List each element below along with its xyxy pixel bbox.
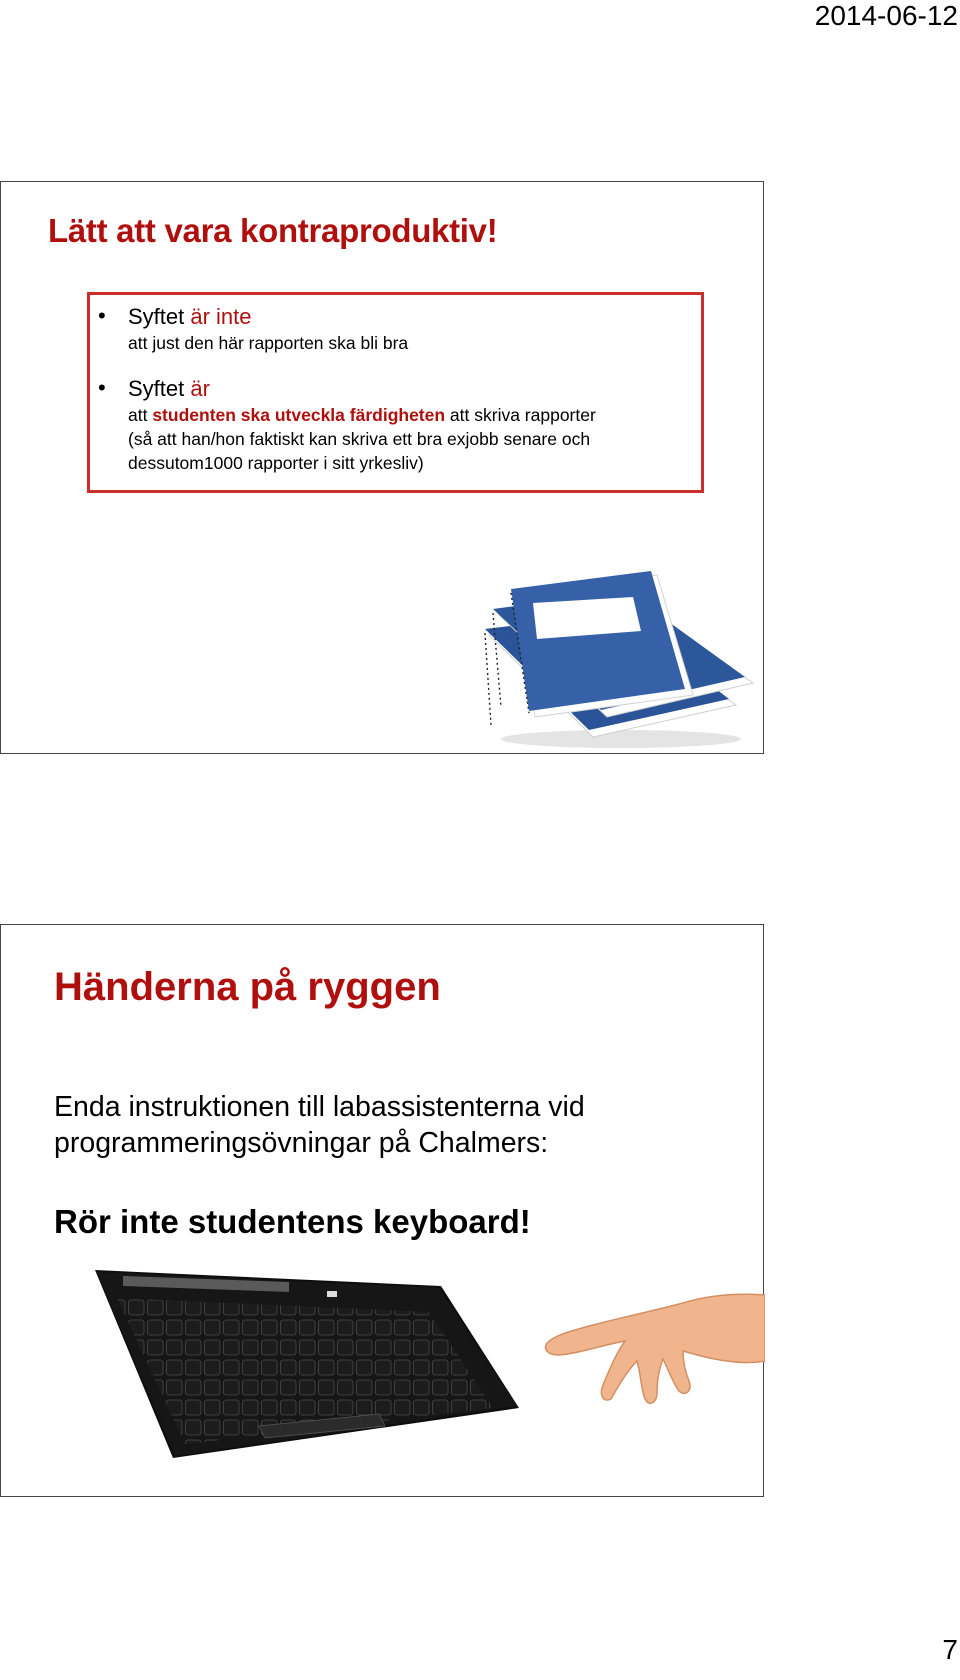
report-stack-image	[471, 567, 771, 752]
body-line-1: Enda instruktionen till labassistenterna vid	[54, 1091, 585, 1123]
bullet2-sub-line2: (så att han/hon faktiskt kan skriva ett bra exjobb senare och	[128, 429, 591, 449]
bullet1-sub: att just den här rapporten ska bli bra	[128, 333, 409, 353]
slide-2-title: Händerna på ryggen	[54, 965, 441, 1009]
bullet2-sub-rest: att skriva rapporter	[445, 405, 596, 425]
bullet-purpose-is	[90, 375, 596, 475]
bullet2-emphasis: är	[190, 376, 210, 401]
slide-2-body	[54, 1089, 585, 1161]
purpose-box	[87, 292, 704, 493]
bullet2-sub-line3: dessutom1000 rapporter i sitt yrkesliv)	[128, 453, 424, 473]
bullet-purpose-not	[90, 303, 408, 355]
bullet2-sub-emphasis: studenten ska utveckla färdigheten	[152, 405, 446, 425]
bullet2-sub-start: att	[128, 405, 153, 425]
bullet1-lead: Syftet	[128, 304, 191, 329]
slide-2	[0, 924, 764, 1497]
bullet1-emphasis: är inte	[190, 304, 252, 329]
keyboard-image	[89, 1258, 549, 1468]
page-date: 2014-06-12	[814, 0, 958, 31]
slide-2-emphasis: Rör inte studentens keyboard!	[54, 1203, 531, 1240]
bullet2-lead: Syftet	[128, 376, 191, 401]
page-number: 7	[942, 1634, 958, 1665]
slide-1	[0, 181, 764, 754]
body-line-2: programmeringsövningar på Chalmers:	[54, 1127, 549, 1159]
hand-image	[541, 1285, 765, 1425]
slide-1-title: Lätt att vara kontraproduktiv!	[48, 212, 498, 249]
